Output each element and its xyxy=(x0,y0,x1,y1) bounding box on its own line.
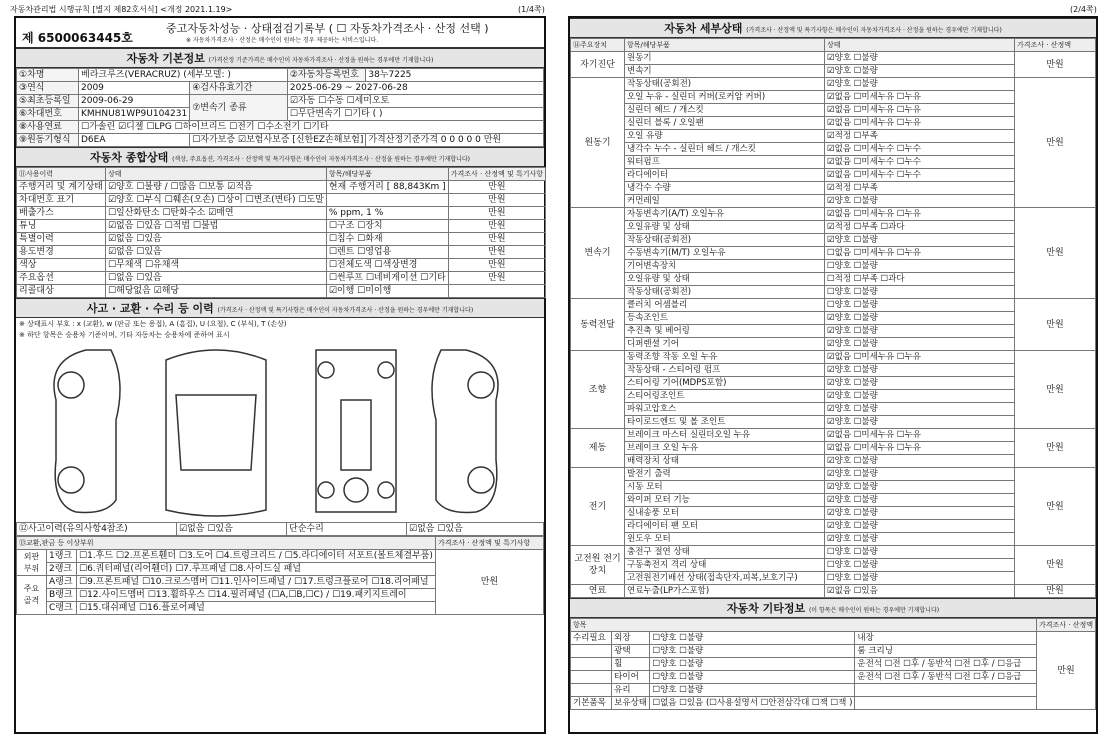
parts-rank: A랭크 xyxy=(47,576,77,589)
detail-state: ☑없음 ☐미세누유 ☐누유 xyxy=(825,208,1015,221)
detail-state: ☑양호 ☐불량 xyxy=(825,78,1015,91)
other-cell: ☐없음 ☐있음 (☐사용설명서 ☐안전삼각대 ☐잭 ☐잭 ) xyxy=(650,697,855,710)
summary-cell: 주요옵션 xyxy=(17,272,106,285)
detail-item: 워터펌프 xyxy=(625,156,825,169)
detail-state: ☑없음 ☐미세누유 ☐누유 xyxy=(825,91,1015,104)
detail-row xyxy=(571,585,1096,598)
detail-row xyxy=(571,468,1096,481)
detail-state: ☑양호 ☐불량 xyxy=(825,338,1015,351)
detail-item: 작동상태(공회전) xyxy=(625,78,825,91)
detail-state: ☑없음 ☐미세누유 ☐누유 xyxy=(825,429,1015,442)
detail-head: 항목/해당부품 xyxy=(625,39,825,52)
detail-state: ☐적정 ☐부족 ☐과다 xyxy=(825,273,1015,286)
summary-cell: 현재 주행거리 [ 88,843Km ] xyxy=(326,181,448,194)
other-cell: 보유상태 xyxy=(612,697,650,710)
other-cell xyxy=(571,671,612,684)
summary-head: 가격조사 · 산정액 및 특기사항 xyxy=(448,168,545,181)
detail-state: ☐양호 ☐불량 xyxy=(825,546,1015,559)
parts-head: ⑬교환,판금 등 이상부위 xyxy=(17,537,436,550)
detail-state: ☑양호 ☐불량 xyxy=(825,312,1015,325)
reg-no: 38누7225 xyxy=(366,69,544,82)
label-reg-no: ②자동차등록번호 xyxy=(287,69,366,82)
page-number-2: (2/4쪽) xyxy=(1070,5,1097,14)
detail-price: 만원 xyxy=(1015,78,1096,208)
other-cell: 광택 xyxy=(612,645,650,658)
detail-group: 변속기 xyxy=(571,208,625,299)
detail-item: 자동변속기(A/T) 오일누유 xyxy=(625,208,825,221)
detail-item: 라디에이터 xyxy=(625,169,825,182)
detail-state: ☑없음 ☐미세누유 ☐누유 xyxy=(825,117,1015,130)
detail-price: 만원 xyxy=(1015,429,1096,468)
accident-label: ⑫사고이력(유의사항4참조) xyxy=(17,523,177,536)
doc-number: 제 6500063445호 xyxy=(22,31,133,45)
detail-group: 연료 xyxy=(571,585,625,598)
detail-group: 동력전달 xyxy=(571,299,625,351)
detail-item: 기어변속장치 xyxy=(625,260,825,273)
detail-item: 원동기 xyxy=(625,52,825,65)
summary-row xyxy=(17,194,546,207)
label-year: ③연식 xyxy=(17,82,79,95)
detail-item: 오일유량 및 상태 xyxy=(625,273,825,286)
summary-cell: 주행거리 및 계기상태 xyxy=(17,181,106,194)
detail-item: 수동변속기(M/T) 오일누유 xyxy=(625,247,825,260)
parts-head: 가격조사 · 산정액 및 특기사항 xyxy=(435,537,543,550)
detail-state: ☐양호 ☐불량 xyxy=(825,559,1015,572)
other-price: 만원 xyxy=(1036,632,1095,710)
detail-state: ☑없음 ☐미세누수 ☐누수 xyxy=(825,143,1015,156)
summary-cell: ☐전체도색 ☐색상변경 xyxy=(326,259,448,272)
detail-item: 작동상태(공회전) xyxy=(625,234,825,247)
detail-item: 발전기 출력 xyxy=(625,468,825,481)
detail-title: 자동차 세부상태 (가격조사 · 산정액 및 특기사항은 매수인이 자동차가격조사 · 산정을 원하는 경우에만 기재합니다) xyxy=(570,18,1096,38)
detail-group: 전기 xyxy=(571,468,625,546)
parts-items: ☐1.후드 ☐2.프론트휀더 ☐3.도어 ☐4.트렁크리드 / ☐5.라디에이터 서포트(볼트체결부품) xyxy=(77,550,436,563)
other-cell: ☐양호 ☐불량 xyxy=(650,645,855,658)
summary-row xyxy=(17,285,546,298)
price-label: 가격산정기준가격 xyxy=(368,135,438,145)
label-inspection: ④검사유효기간 xyxy=(190,82,288,95)
detail-state: ☑없음 ☐있음 xyxy=(825,585,1015,598)
simple-repair-value: ☑없음 ☐있음 xyxy=(407,523,544,536)
detail-state: ☑없음 ☐미세누수 ☐누수 xyxy=(825,169,1015,182)
warranty: ☐자가보증 ☑보험사보증 [신한EZ손해보험] xyxy=(190,134,366,147)
summary-row xyxy=(17,259,546,272)
other-cell: ☐양호 ☐불량 xyxy=(650,671,855,684)
detail-state: ☑양호 ☐불량 xyxy=(825,468,1015,481)
parts-price: 만원 xyxy=(435,550,543,615)
label-first-reg: ⑤최초등록일 xyxy=(17,95,79,108)
parts-cat: 외판 부위 xyxy=(17,550,47,576)
detail-item: 실내송풍 모터 xyxy=(625,507,825,520)
label-car-name: ①차명 xyxy=(17,69,79,82)
detail-item: 시동 모터 xyxy=(625,481,825,494)
detail-head: 상태 xyxy=(825,39,1015,52)
summary-cell: 색상 xyxy=(17,259,106,272)
parts-items: ☐9.프론트패널 ☐10.크로스멤버 ☐11.인사이드패널 / ☐17.트렁크플로어 ☐18.리어패널 xyxy=(77,576,436,589)
form-header: 자동차관리법 시행규칙 [별지 제82호서식] <개정 2021.1.19> xyxy=(10,5,233,14)
summary-row xyxy=(17,272,546,285)
detail-price: 만원 xyxy=(1015,351,1096,429)
label-transmission: ⑦변속기 종류 xyxy=(190,95,288,121)
accident-title: 사고 · 교환 · 수리 등 이력 (가격조사 · 산정액 및 특기사항은 매수인이 자동차가격조사 · 산정을 원하는 경우에만 기재합니다) xyxy=(16,298,544,318)
summary-cell: 리콜대상 xyxy=(17,285,106,298)
detail-state: ☑양호 ☐불량 xyxy=(825,52,1015,65)
other-row xyxy=(571,671,1096,684)
parts-rank: C랭크 xyxy=(47,602,77,615)
other-table xyxy=(570,618,1096,710)
summary-head: 상태 xyxy=(105,168,326,181)
summary-cell: 만원 xyxy=(448,259,545,272)
other-cell: 휠 xyxy=(612,658,650,671)
detail-price: 만원 xyxy=(1015,546,1096,585)
other-cell xyxy=(855,697,1037,710)
summary-cell: ☐해당없음 ☑해당 xyxy=(105,285,326,298)
summary-cell: 만원 xyxy=(448,181,545,194)
detail-item: 작동상태(공회전) xyxy=(625,286,825,299)
detail-row xyxy=(571,351,1096,364)
detail-state: ☑양호 ☐불량 xyxy=(825,494,1015,507)
other-head: 가격조사 · 산정액 xyxy=(1036,619,1095,632)
summary-cell: ☐침수 ☐화재 xyxy=(326,233,448,246)
detail-item: 실린더 블록 / 오일팬 xyxy=(625,117,825,130)
summary-cell: ☑없음 ☐있음 xyxy=(105,233,326,246)
summary-cell: 튜닝 xyxy=(17,220,106,233)
engine-type: D6EA xyxy=(79,134,190,147)
other-cell: 운전석 ☐전 ☐후 / 동반석 ☐전 ☐후 / ☐응급 xyxy=(855,671,1037,684)
basic-info-title: 자동차 기본정보 (가격산정 기준가격은 매수인이 자동차가격조사 · 산정을 원하는 경우에만 기재합니다) xyxy=(16,48,544,68)
summary-head: ⑪사용이력 xyxy=(17,168,106,181)
summary-cell: ☑양호 ☐부식 ☐훼손(오손) ☐상이 ☐변조(변타) ☐도말 xyxy=(105,194,326,207)
simple-repair-label: 단순수리 xyxy=(287,523,407,536)
first-reg: 2009-06-29 xyxy=(79,95,190,108)
detail-row xyxy=(571,546,1096,559)
parts-items: ☐6.쿼터패널(리어휀더) ☐7.루프패널 ☐8.사이드실 패널 xyxy=(77,563,436,576)
detail-state: ☐없음 ☐미세누유 ☐누유 xyxy=(825,247,1015,260)
detail-state: ☑양호 ☐불량 xyxy=(825,533,1015,546)
detail-state: ☐양호 ☐불량 xyxy=(825,572,1015,585)
other-cell: ☐양호 ☐불량 xyxy=(650,632,855,645)
detail-item: 오일유량 및 상태 xyxy=(625,221,825,234)
detail-item: 클러치 어셈블리 xyxy=(625,299,825,312)
detail-state: ☑없음 ☐미세누수 ☐누수 xyxy=(825,156,1015,169)
legend-2: ※ 하단 항목은 승용차 기준이며, 기타 자동차는 승용차에 준하여 표시 xyxy=(19,331,230,339)
other-title: 자동차 기타정보 (이 항목은 매수인이 원하는 경우에만 기재합니다) xyxy=(570,598,1096,618)
detail-price: 만원 xyxy=(1015,208,1096,299)
summary-row xyxy=(17,246,546,259)
detail-item: 냉각수 누수 - 실린더 헤드 / 개스킷 xyxy=(625,143,825,156)
detail-group: 원동기 xyxy=(571,78,625,208)
detail-item: 동력조향 작동 오일 누유 xyxy=(625,351,825,364)
other-cell: 기본품목 xyxy=(571,697,612,710)
label-fuel: ⑧사용연료 xyxy=(17,121,79,134)
year: 2009 xyxy=(79,82,190,95)
detail-row xyxy=(571,78,1096,91)
summary-cell: % ppm, 1 % xyxy=(326,207,448,220)
transmission-2: ☐무단변속기 ☐기타 ( ) xyxy=(287,108,543,121)
summary-head: 항목/해당부품 xyxy=(326,168,448,181)
summary-cell: ☑이행 ☐미이행 xyxy=(326,285,448,298)
other-head: 항목 xyxy=(571,619,1037,632)
detail-item: 실린더 헤드 / 개스킷 xyxy=(625,104,825,117)
other-cell: 수리필요 xyxy=(571,632,612,645)
legend-1: ※ 상태표시 부호 : x (교환), w (판금 또는 용접), A (흠집), U (요철), C (부식), T (손상) xyxy=(19,320,287,328)
fuel: ☐가솔린 ☑디젤 ☐LPG ☐하이브리드 ☐전기 ☐수소전기 ☐기타 xyxy=(79,121,544,134)
price-value: 0 0 0 0 0 만원 xyxy=(440,135,502,145)
detail-state: ☑적정 ☐부족 ☐과다 xyxy=(825,221,1015,234)
summary-cell: 만원 xyxy=(448,272,545,285)
detail-item: 라디에이터 팬 모터 xyxy=(625,520,825,533)
summary-cell: ☐썬루프 ☐네비게이션 ☐기타 xyxy=(326,272,448,285)
summary-cell: ☐일산화탄소 ☐탄화수소 ☑매연 xyxy=(105,207,326,220)
detail-state: ☑적정 ☐부족 xyxy=(825,182,1015,195)
detail-item: 배력장치 상태 xyxy=(625,455,825,468)
other-cell: 유리 xyxy=(612,684,650,697)
detail-item: 오일 누유 - 실린더 커버(로커암 커버) xyxy=(625,91,825,104)
detail-item: 커먼레일 xyxy=(625,195,825,208)
inspection-period: 2025-06-29 ~ 2027-06-28 xyxy=(287,82,543,95)
detail-head: ⑭주요장치 xyxy=(571,39,625,52)
parts-table xyxy=(16,536,544,615)
page-2 xyxy=(568,16,1098,734)
summary-row xyxy=(17,233,546,246)
detail-item: 추진축 및 베어링 xyxy=(625,325,825,338)
detail-item: 스티어링 기어(MDPS포함) xyxy=(625,377,825,390)
summary-cell: 만원 xyxy=(448,246,545,259)
parts-rank: B랭크 xyxy=(47,589,77,602)
detail-state: ☑양호 ☐불량 xyxy=(825,390,1015,403)
vin: KMHNU81WP9U104231 xyxy=(79,108,190,121)
detail-group: 고전원 전기장치 xyxy=(571,546,625,585)
other-row xyxy=(571,632,1096,645)
summary-cell: 만원 xyxy=(448,194,545,207)
detail-state: ☑양호 ☐불량 xyxy=(825,325,1015,338)
detail-state: ☑양호 ☐불량 xyxy=(825,65,1015,78)
parts-rank: 1랭크 xyxy=(47,550,77,563)
summary-cell: ☑양호 ☐불량 / ☐많음 ☐보통 ☑적음 xyxy=(105,181,326,194)
detail-state: ☑양호 ☐불량 xyxy=(825,403,1015,416)
other-row xyxy=(571,697,1096,710)
detail-row xyxy=(571,52,1096,65)
label-vin: ⑥차대번호 xyxy=(17,108,79,121)
label-engine: ⑨원동기형식 xyxy=(17,134,79,147)
other-cell: 운전석 ☐전 ☐후 / 동반석 ☐전 ☐후 / ☐응급 xyxy=(855,658,1037,671)
detail-item: 냉각수 수량 xyxy=(625,182,825,195)
other-row xyxy=(571,645,1096,658)
summary-cell: 만원 xyxy=(448,207,545,220)
detail-price: 만원 xyxy=(1015,299,1096,351)
detail-group: 조향 xyxy=(571,351,625,429)
detail-item: 변속기 xyxy=(625,65,825,78)
other-cell xyxy=(571,684,612,697)
other-cell: 타이어 xyxy=(612,671,650,684)
summary-cell: ☐렌트 ☐영업용 xyxy=(326,246,448,259)
basic-info-table xyxy=(16,68,544,147)
detail-price: 만원 xyxy=(1015,585,1096,598)
accident-value: ☑없음 ☐있음 xyxy=(177,523,287,536)
parts-rank: 2랭크 xyxy=(47,563,77,576)
detail-state: ☐양호 ☐불량 xyxy=(825,286,1015,299)
detail-state: ☑양호 ☐불량 xyxy=(825,364,1015,377)
detail-head: 가격조사 · 산정액 xyxy=(1015,39,1096,52)
summary-title: 자동차 종합상태 (색상, 주요옵션, 가격조사 · 산정액 및 특기사항은 매수인이 자동차가격조사 · 산정을 원하는 경우에만 기재합니다) xyxy=(16,147,544,167)
summary-row xyxy=(17,207,546,220)
detail-state: ☑양호 ☐불량 xyxy=(825,377,1015,390)
transmission-1: ☑자동 ☐수동 ☐세미오토 xyxy=(287,95,543,108)
summary-cell: 배출가스 xyxy=(17,207,106,220)
detail-state: ☑양호 ☐불량 xyxy=(825,481,1015,494)
summary-table xyxy=(16,167,546,298)
summary-cell xyxy=(326,194,448,207)
detail-row xyxy=(571,429,1096,442)
detail-row xyxy=(571,299,1096,312)
detail-state: ☑없음 ☐미세누유 ☐누유 xyxy=(825,104,1015,117)
summary-cell: ☐구조 ☐장치 xyxy=(326,220,448,233)
summary-cell xyxy=(448,285,545,298)
summary-cell: ☑없음 ☐있음 ☐적법 ☐불법 xyxy=(105,220,326,233)
summary-cell: 용도변경 xyxy=(17,246,106,259)
title-block xyxy=(16,18,544,48)
detail-state: ☑양호 ☐불량 xyxy=(825,455,1015,468)
other-row xyxy=(571,684,1096,697)
summary-cell: 특별이력 xyxy=(17,233,106,246)
parts-items: ☐15.대쉬패널 ☐16.플로어패널 xyxy=(77,602,436,615)
summary-cell: ☐무채색 ☐유채색 xyxy=(105,259,326,272)
detail-item: 파워고압호스 xyxy=(625,403,825,416)
detail-item: 디퍼렌셜 기어 xyxy=(625,338,825,351)
page-number-1: (1/4쪽) xyxy=(518,5,545,14)
detail-item: 오일 유량 xyxy=(625,130,825,143)
detail-state: ☑없음 ☐미세누유 ☐누유 xyxy=(825,351,1015,364)
detail-state: ☑없음 ☐미세누유 ☐누유 xyxy=(825,442,1015,455)
other-cell: ☐양호 ☐불량 xyxy=(650,658,855,671)
detail-item: 타이로드엔드 및 볼 조인트 xyxy=(625,416,825,429)
summary-row xyxy=(17,181,546,194)
detail-item: 스티어링조인트 xyxy=(625,390,825,403)
summary-row xyxy=(17,220,546,233)
car-diagram-svg xyxy=(16,340,544,522)
detail-table xyxy=(570,38,1096,598)
other-cell xyxy=(571,645,612,658)
detail-state: ☐양호 ☐불량 xyxy=(825,260,1015,273)
other-cell: 내장 xyxy=(855,632,1037,645)
detail-state: ☑양호 ☐불량 xyxy=(825,195,1015,208)
other-cell: 외장 xyxy=(612,632,650,645)
other-cell xyxy=(855,684,1037,697)
detail-item: 와이퍼 모터 기능 xyxy=(625,494,825,507)
detail-price: 만원 xyxy=(1015,52,1096,78)
parts-items: ☐12.사이드멤버 ☐13.휠하우스 ☐14.필러패널 (☐A,☐B,☐C) / ☐19.패키지트레이 xyxy=(77,589,436,602)
detail-price: 만원 xyxy=(1015,468,1096,546)
detail-item: 브레이크 마스터 실린더오일 누유 xyxy=(625,429,825,442)
car-diagram xyxy=(16,340,544,522)
other-cell: ☐양호 ☐불량 xyxy=(650,684,855,697)
detail-group: 제동 xyxy=(571,429,625,468)
other-row xyxy=(571,658,1096,671)
summary-cell: ☐없음 ☐있음 xyxy=(105,272,326,285)
detail-state: ☑양호 ☐불량 xyxy=(825,520,1015,533)
detail-item: 연료누출(LP가스포함) xyxy=(625,585,825,598)
car-name: 베라크루즈(VERACRUZ) (세부모델: ) xyxy=(79,69,288,82)
parts-cat: 주요 골격 xyxy=(17,576,47,615)
accident-table xyxy=(16,522,544,536)
title-note: ※ 자동차가격조사 · 산정은 매수인이 원하는 경우 제공하는 서비스입니다. xyxy=(186,37,379,44)
detail-item: 구동축전지 격리 상태 xyxy=(625,559,825,572)
detail-group: 자기진단 xyxy=(571,52,625,78)
doc-title: 중고자동차성능 · 상태점검기록부 ( ☐ 자동차가격조사 · 산정 선택 ) xyxy=(166,22,489,35)
summary-cell: 차대번호 표기 xyxy=(17,194,106,207)
summary-cell: ☑없음 ☐있음 xyxy=(105,246,326,259)
detail-item: 고전원전기배선 상태(접속단자,피복,보호기구) xyxy=(625,572,825,585)
detail-row xyxy=(571,208,1096,221)
other-cell xyxy=(571,658,612,671)
detail-item: 브레이크 오일 누유 xyxy=(625,442,825,455)
detail-state: ☑양호 ☐불량 xyxy=(825,416,1015,429)
detail-item: 충전구 절연 상태 xyxy=(625,546,825,559)
page-1 xyxy=(14,16,546,734)
detail-state: ☑적정 ☐부족 xyxy=(825,130,1015,143)
detail-state: ☑양호 ☐불량 xyxy=(825,234,1015,247)
other-cell: 룸 크리닝 xyxy=(855,645,1037,658)
summary-cell: 만원 xyxy=(448,233,545,246)
detail-item: 등속조인트 xyxy=(625,312,825,325)
detail-state: ☐양호 ☐불량 xyxy=(825,299,1015,312)
detail-item: 윈도우 모터 xyxy=(625,533,825,546)
detail-state: ☑양호 ☐불량 xyxy=(825,507,1015,520)
summary-cell: 만원 xyxy=(448,220,545,233)
detail-item: 작동상태 - 스티어링 펌프 xyxy=(625,364,825,377)
